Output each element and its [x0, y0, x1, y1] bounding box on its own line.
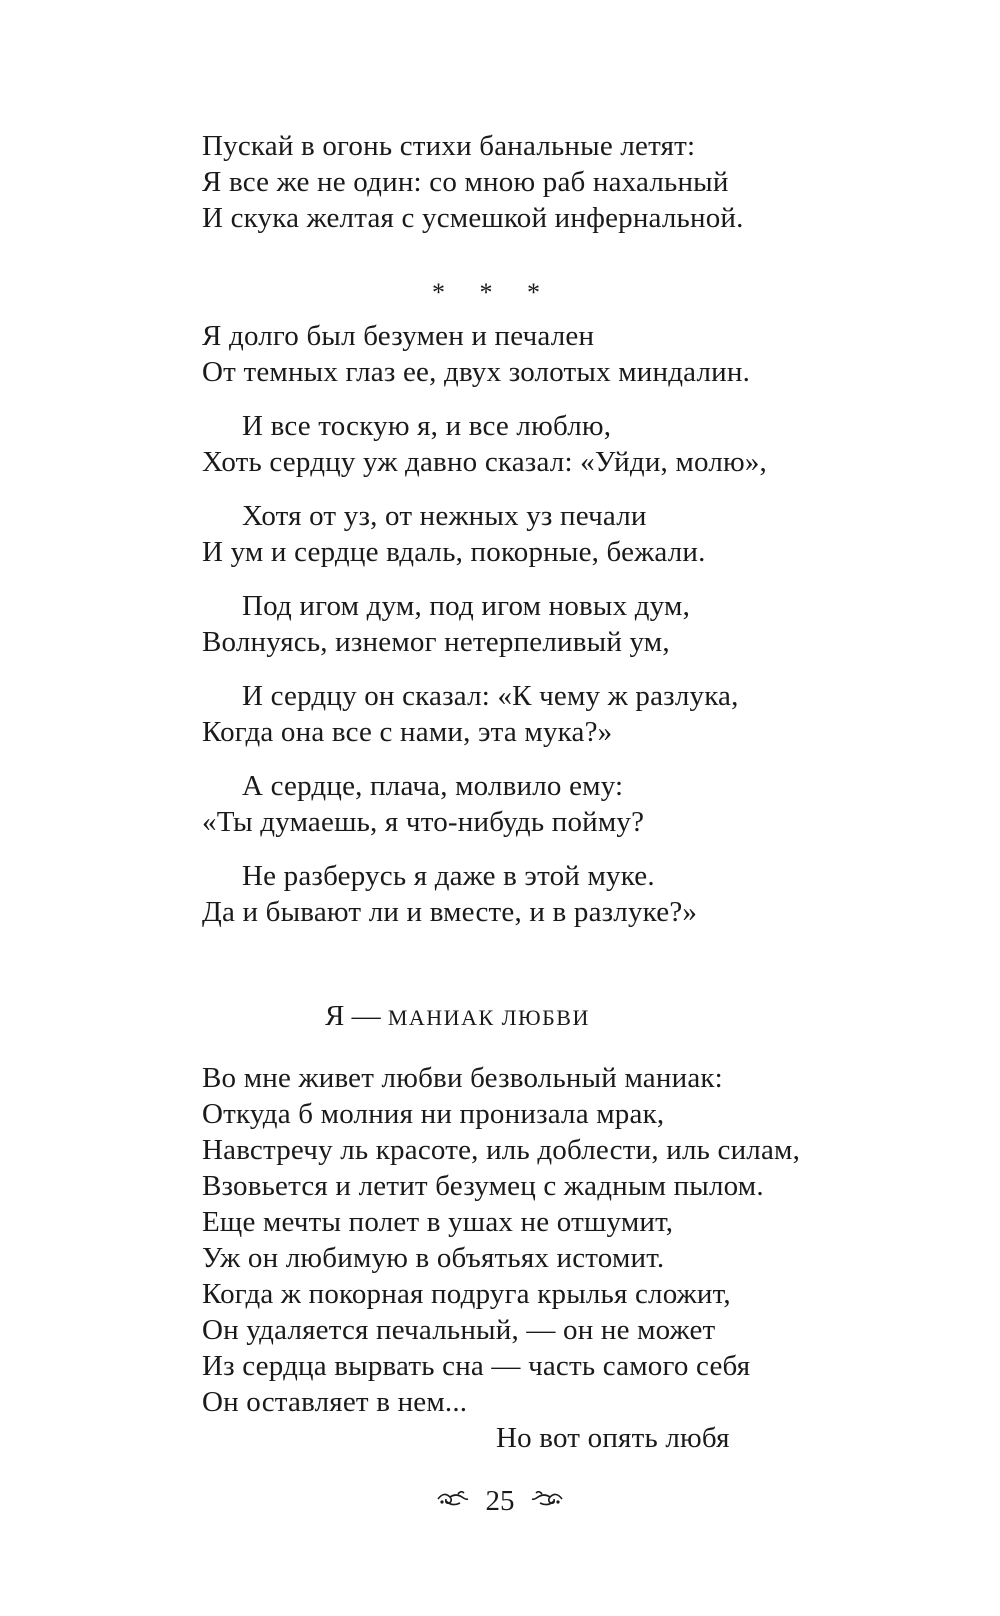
verse-line: Я долго был безумен и печален	[202, 320, 595, 352]
page-number: 25	[485, 1484, 515, 1517]
flourish-right-icon	[530, 1485, 564, 1518]
verse-line: Я все же не один: со мною раб нахальный	[202, 166, 729, 198]
verse-line: Но вот опять любя	[496, 1422, 730, 1454]
verse-line: Да и бывают ли и вместе, и в разлуке?»	[202, 896, 698, 928]
poem-title-rest: МАНИАК ЛЮБВИ	[387, 1005, 590, 1030]
section-separator: * * *	[432, 278, 554, 307]
verse-line: Откуда б молния ни пронизала мрак,	[202, 1098, 665, 1130]
verse-line: «Ты думаешь, я что-нибудь пойму?	[202, 806, 645, 838]
verse-line: Еще мечты полет в ушах не отшумит,	[202, 1206, 674, 1238]
verse-line: Хоть сердцу уж давно сказал: «Уйди, молю»,	[202, 446, 768, 478]
verse-line: Во мне живет любви безвольный маниак:	[202, 1062, 723, 1094]
flourish-left-icon	[436, 1485, 470, 1518]
verse-line: Волнуясь, изнемог нетерпеливый ум,	[202, 626, 670, 658]
verse-line: Хотя от уз, от нежных уз печали	[242, 500, 647, 532]
verse-line: Он удаляется печальный, — он не может	[202, 1314, 716, 1346]
page-footer	[0, 1483, 1000, 1518]
verse-line: Когда она все с нами, эта мука?»	[202, 716, 613, 748]
verse-line: Не разберусь я даже в этой муке.	[242, 860, 655, 892]
verse-line: Когда ж покорная подруга крылья сложит,	[202, 1278, 731, 1310]
verse-line: И скука желтая с усмешкой инфернальной.	[202, 202, 744, 234]
verse-line: Пускай в огонь стихи банальные летят:	[202, 130, 696, 162]
verse-line: Уж он любимую в объятьях истомит.	[202, 1242, 665, 1274]
verse-line: Он оставляет в нем...	[202, 1386, 468, 1418]
verse-line: Навстречу ль красоте, иль доблести, иль силам,	[202, 1134, 801, 1166]
poem-title	[325, 1000, 590, 1033]
verse-line: Из сердца вырвать сна — часть самого себя	[202, 1350, 751, 1382]
verse-line: От темных глаз ее, двух золотых миндалин.	[202, 356, 751, 388]
verse-line: А сердце, плача, молвило ему:	[242, 770, 624, 802]
verse-line: И сердцу он сказал: «К чему ж разлука,	[242, 680, 739, 712]
verse-line: Под игом дум, под игом новых дум,	[242, 590, 691, 622]
verse-line: И ум и сердце вдаль, покорные, бежали.	[202, 536, 706, 568]
verse-line: Взовьется и летит безумец с жадным пылом.	[202, 1170, 764, 1202]
verse-line: И все тоскую я, и все люблю,	[242, 410, 612, 442]
poem-title-first: Я —	[325, 1000, 381, 1032]
